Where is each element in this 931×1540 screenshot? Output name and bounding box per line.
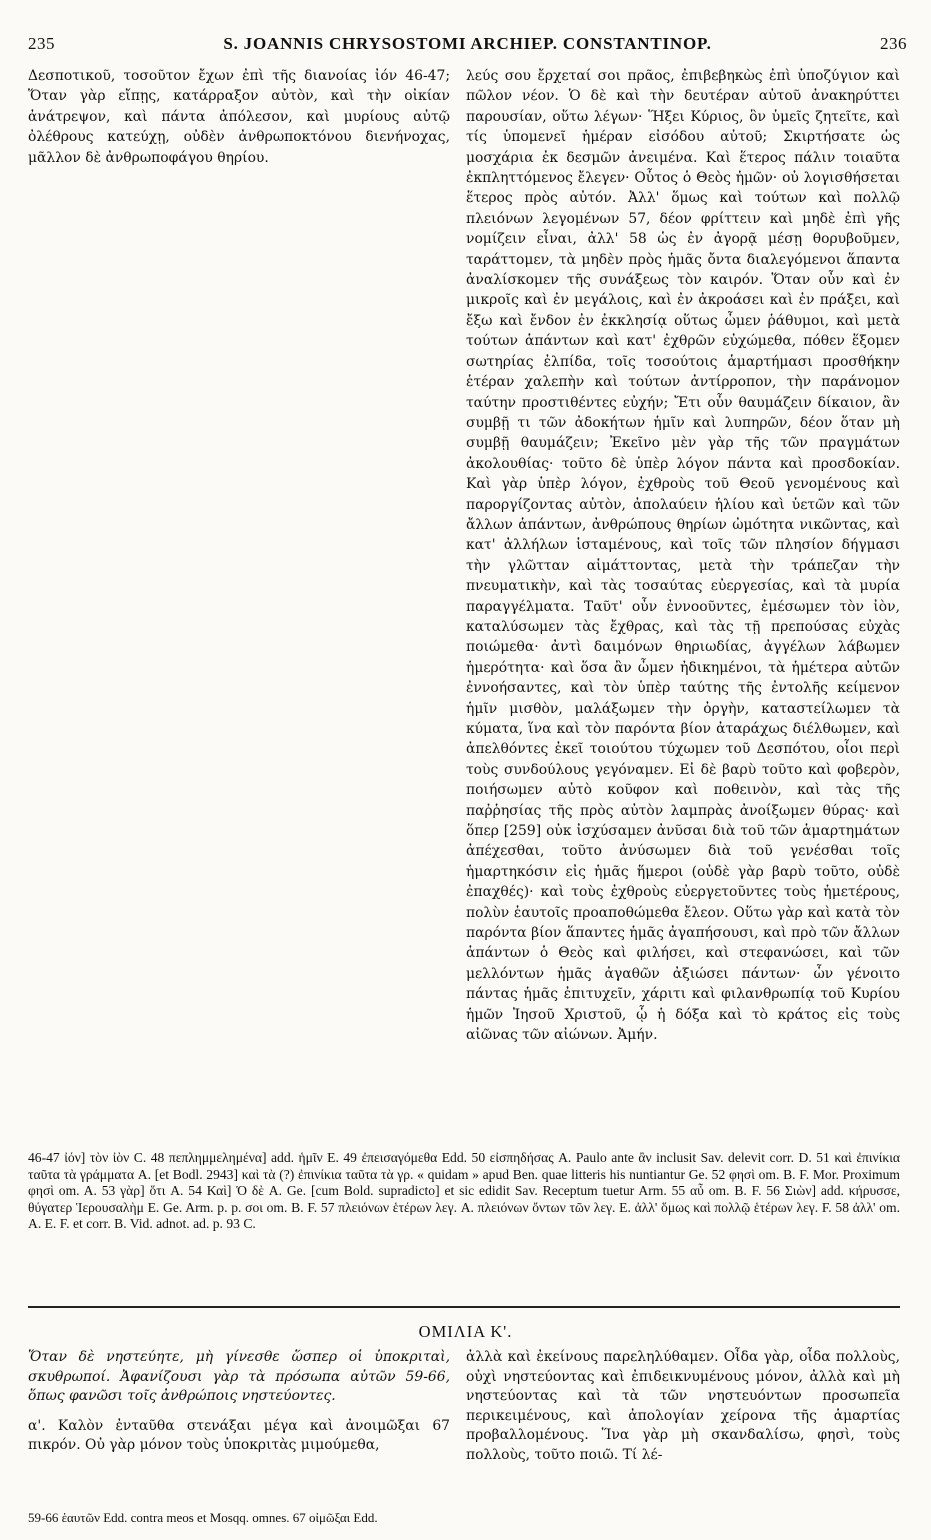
left-column: [28, 66, 450, 168]
homily-opening-text: α'. Καλὸν ἐνταῦθα στενάξαι μέγα καὶ ἀνοιμῶξαι 67 πικρόν. Οὐ γὰρ μόνον τοὺς ὑποκριτὰς μιμούμεθα,: [28, 1417, 450, 1454]
right-paragraph: λεύς σου ἔρχεταί σοι πρᾶος, ἐπιβεβηκὼς ἐπὶ ὑποζύγιον καὶ πῶλον νέον. Ὁ δὲ καὶ τὴν δευτέραν αὐτοῦ ἀνακηρύττει παρουσίαν, οὕτω λέγων· Ἥξει Κύριος, ὃν ὑμεῖς ζητεῖτε, καὶ τίς ὑπομενεῖ ἡμέραν εἰσόδου αὐτοῦ; Σκιρτήσατε ὡς μοσχάρια ἐκ δεσμῶν ἀνειμένα. Καὶ ἕτερος πάλιν τοιαῦτα ἐκπληττόμενος ἔλεγεν· Οὗτος ὁ Θεὸς ἡμῶν· οὐ λογισθήσεται ἕτερος πρὸς αὐτόν. Ἀλλ' ὅμως καὶ τούτων καὶ πολλῷ πλειόνων λεγομένων 57, δέον φρίττειν καὶ μηδὲ ἐπὶ γῆς νομίζειν εἶναι, ἀλλ' 58 ὡς ἐν ἀγορᾷ μέσῃ θορυβοῦμεν, ταράττομεν, τὰ μηδὲν πρὸς ἡμᾶς ὄντα διαλεγόμενοι ἅπαντα ἀναλίσκομεν τῆς συνάξεως τὸν καιρόν. Ὅταν οὖν καὶ ἐν μικροῖς καὶ ἐν μεγάλοις, καὶ ἐν ἀκροάσει καὶ ἐν πράξει, καὶ ἔξω καὶ ἔνδον ἐν ἐκκλησίᾳ οὕτως ὦμεν ῥάθυμοι, καὶ μετὰ τούτων ἁπάντων καὶ κατ' ἐχθρῶν εὐχώμεθα, πόθεν ἕξομεν σωτηρίας ἐλπίδα, τοῖς τοσούτοις ἁμαρτήμασι προσθήκην ἑτέραν χαλεπὴν καὶ τούτων ἀντίρροπον, τὴν παράνομον ταύτην προστιθέντες εὐχήν; Ἔτι οὖν θαυμάζειν δίκαιον, ἂν συμβῇ τι τῶν ἀδοκήτων ἡμῖν καὶ λυπηρῶν, δέον ὅταν μὴ συμβῇ θαυμάζειν; Ἐκεῖνο μὲν γὰρ τῆς τῶν πραγμάτων ἀκολουθίας· τοῦτο δὲ ὑπὲρ λόγον πάντα καὶ προσδοκίαν. Καὶ γὰρ ὑπὲρ λόγον, ἐχθροὺς τοῦ Θεοῦ γενομένους καὶ παροργίζοντας αὐτὸν, ἀπολαύειν ἡλίου καὶ ὑετῶν καὶ τῶν ἄλλων ἁπάντων, ἀνθρώπους θηρίων ὠμότητα νικῶντας, καὶ κατ' ἀλλήλων ἱσταμένους, καὶ τοῖς τῶν πλησίον δήγμασι τὴν γλῶτταν αἱμάττοντας, μετὰ τὴν τράπεζαν τὴν πνευματικὴν, καὶ τὰς τοσαύτας εὐεργεσίας, καὶ τὰ μυρία παραγγέλματα. Ταῦτ' οὖν ἐννοοῦντες, ἐμέσωμεν τὸν ἰὸν, καταλύσωμεν τὰς ἔχθρας, καὶ τὰς τῇ πρεπούσας εὐχὰς ποιώμεθα· ἀντὶ δαιμόνων θηριωδίας, ἀγγέλων λάβωμεν ἡμερότητα· καὶ ὅσα ἂν ὦμεν ἠδικημένοι, τὰ ἡμέτερα αὐτῶν ἐννοήσαντες, καὶ τὸν ὑπὲρ ταύτης τῆς ἐντολῆς κείμενον ἡμῖν μισθὸν, μαλάξωμεν τὴν ὀργὴν, καταστείλωμεν τὰ κύματα, ἵνα καὶ τὸν παρόντα βίον ἀταράχως διέλθωμεν, καὶ ἀπελθόντες ἐκεῖ τοιούτου τύχωμεν τοῦ Δεσπότου, οἷοι περὶ τοὺς συνδούλους γεγόναμεν. Εἰ δὲ βαρὺ τοῦτο καὶ φοβερὸν, ποιήσωμεν αὐτὸ κοῦφον καὶ ποθεινὸν, καὶ τὰς τῆς παῤῥησίας τῆς πρὸς αὐτὸν λαμπρὰς ἀνοίξωμεν θύρας· καὶ ὅπερ [259] οὐκ ἰσχύσαμεν ἀνῦσαι διὰ τοῦ τῶν ἁμαρτημάτων ἀπέχεσθαι, τοῦτο ἀνύσωμεν διὰ τοῦ γενέσθαι τοῖς ἡμαρτηκόσιν εἰς ἡμᾶς ἥμεροι (οὐδὲ γὰρ βαρὺ τοῦτο, οὐδὲ ἐπαχθές)· καὶ τοὺς ἐχθροὺς εὐεργετοῦντες τοὺς ἡμετέρους, πολὺν ἑαυτοῖς προαποθώμεθα ἔλεον. Οὕτω γὰρ καὶ κατὰ τὸν παρόντα βίον ἅπαντες ἡμᾶς ἀγαπήσουσι, καὶ πρὸ τῶν ἄλλων ἁπάντων ὁ Θεὸς καὶ φιλήσει, καὶ στεφανώσει, καὶ τῶν μελλόντων ἡμᾶς ἀγαθῶν ἀξιώσει πάντων· ὧν γένοιτο πάντας ἡμᾶς ἐπιτυχεῖν, χάριτι καὶ φιλανθρωπίᾳ τοῦ Κυρίου ἡμῶν Ἰησοῦ Χριστοῦ, ᾧ ἡ δόξα καὶ τὸ κράτος εἰς τοὺς αἰῶνας τῶν αἰώνων. Ἀμήν.: [466, 68, 900, 1044]
page-number-right: 236: [880, 34, 907, 53]
page-header: [28, 34, 907, 56]
divider: [28, 1306, 900, 1308]
running-title: S. JOANNIS CHRYSOSTOMI ARCHIEP. CONSTANTINOP.: [223, 34, 712, 53]
homily-left-column: [28, 1348, 450, 1456]
footnotes: 46-47 ἰόν] τὸν ἰὸν C. 48 πεπλημμελημένα] add. ἡμῖν E. 49 ἐπεισαγόμεθα Edd. 50 εἰσπηδήσας A. Paulo ante ἂν inclusit Sav. delevit corr. D. 51 καὶ ἐπινίκια ταῦτα τὰ γράμματα A. [et Bodl. 2943] καὶ τὰ (?) ἐπινίκια ταῦτα τὰ γρ. « quidam » apud Ben. quae litteris his nuntiantur Ge. 52 φησὶ om. B. F. Mor. Proximum φησὶ om. A. 53 γὰρ] ὅτι A. 54 Καὶ] Ὁ δὲ A. Ge. [cum Bold. supradicto] et sic edidit Sav. Receptum tuetur Arm. 55 αὖ om. B. F. 56 Σιὼν] add. κήρυσσε, θύγατερ Ἱερουσαλὴμ E. Ge. Arm. p. p. σοι om. B. F. 57 πλειόνων ἑτέρων λεγ. A. πλειόνων ὄντων τῶν λεγ. E. ἀλλ' ὅμως καὶ πολλῷ ἑτέρων λεγ. F. 58 ἀλλ' om. A. E. F. et corr. B. Vid. adnot. ad. p. 93 C.: [28, 1150, 900, 1232]
bottom-footnotes: 59-66 ἑαυτῶν Edd. contra meos et Mosqq. omnes. 67 οἰμῶξαι Edd.: [28, 1510, 378, 1525]
scripture-quote: Ὅταν δὲ νηστεύητε, μὴ γίνεσθε ὥσπερ οἱ ὑποκριταὶ, σκυθρωποί. Ἀφανίζουσι γὰρ τὰ πρόσωπα αὐτῶν 59-66, ὅπως φανῶσι τοῖς ἀνθρώποις νηστεύοντες.: [28, 1349, 450, 1405]
homily-right-text: ἀλλὰ καὶ ἐκείνους παρεληλύθαμεν. Οἶδα γὰρ, οἶδα πολλοὺς, οὐχὶ νηστεύοντας καὶ ἐπιδεικνυμένους μόνον, ἀλλὰ καὶ μὴ νηστεύοντας καὶ τὰ τῶν νηστευόντων προσωπεῖα περικειμένους, καὶ ἀπολογίαν χείρονα τῆς ἁμαρτίας προβαλλομένους. Ἵνα γὰρ μὴ σκανδαλίσω, φησὶ, τοὺς πολλοὺς, τοῦτο ποιῶ. Τί λέ-: [466, 1349, 900, 1463]
left-paragraph: Δεσποτικοῦ, τοσοῦτον ἔχων ἐπὶ τῆς διανοίας ἰόν 46-47; Ὅταν γὰρ εἴπῃς, κατάρραξον αὐτὸν, καὶ τὴν οἰκίαν ἀνάτρεψον, καὶ πάντα ἀπόλεσον, καὶ μυρίους αὐτῷ ὀλέθρους κατεύχῃ, οὐδὲν ἀνθρωποκτόνου διενήνοχας, μᾶλλον δὲ ἀνθρωποφάγου θηρίου.: [28, 68, 450, 166]
right-column: [466, 66, 900, 1046]
homily-right-column: [466, 1348, 900, 1466]
page-number-left: 235: [28, 34, 55, 53]
homily-title: ΟΜΙΛΙΑ Κ'.: [418, 1322, 513, 1341]
